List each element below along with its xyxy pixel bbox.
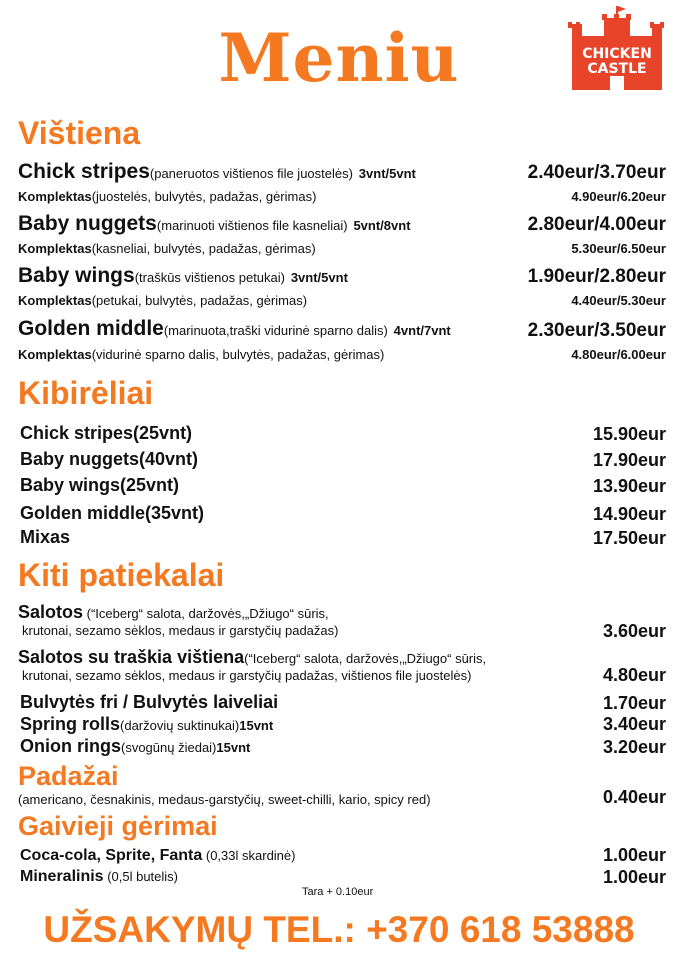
order-phone: UŽSAKYMŲ TEL.: +370 618 53888	[43, 909, 635, 950]
chicken-castle-logo	[566, 6, 668, 90]
item-price: 4.80eur	[602, 665, 666, 685]
list-item: Mixas	[20, 527, 71, 547]
list-item: Baby nuggets(40vnt)	[20, 449, 199, 469]
menu-item: Spring rolls(daržovių suktinukai)15vnt	[20, 714, 274, 734]
combo-price: 4.90eur/6.20eur	[571, 189, 666, 204]
combo-line: Komplektas(juostelės, bulvytės, padažas, gėrimas)	[18, 189, 317, 204]
combo-price: 4.80eur/6.00eur	[571, 347, 666, 362]
combo-price: 5.30eur/6.50eur	[571, 241, 666, 256]
list-item: Baby wings(25vnt)	[20, 475, 180, 495]
item-price: 17.50eur	[592, 528, 666, 548]
menu-item: Salotos su traškia vištiena(“Iceberg“ salota, daržovės,„Džiugo“ sūris,	[18, 647, 487, 667]
combo-line: Komplektas(petukai, bulvytės, padažas, gėrimas)	[18, 293, 308, 308]
combo-price: 4.40eur/5.30eur	[571, 293, 666, 308]
section-heading-kiti: Kiti patiekalai	[18, 557, 225, 593]
menu-item: Salotos (“Iceberg“ salota, daržovės,„Džiugo“ sūris,	[18, 602, 329, 622]
page-title: Meniu	[218, 19, 460, 97]
section-heading-kibireliai: Kibirėliai	[18, 375, 154, 411]
item-price: 0.40eur	[602, 787, 666, 807]
item-price: 1.00eur	[602, 845, 666, 865]
item-desc: krutonai, sezamo sėklos, medaus ir garstyčių padažas)	[22, 623, 339, 638]
tara-note: Tara + 0.10eur	[302, 886, 374, 898]
item-price: 2.80eur/4.00eur	[527, 214, 666, 235]
menu-item: Baby wings(traškūs vištienos petukai) 3vnt/5vnt	[18, 264, 348, 287]
item-desc: (americano, česnakinis, medaus-garstyčių, sweet-chilli, kario, spicy red)	[18, 792, 431, 807]
menu-item: Mineralinis (0,5l butelis)	[20, 868, 178, 885]
item-price: 1.70eur	[602, 693, 666, 713]
menu-item: Baby nuggets(marinuoti vištienos file kasneliai) 5vnt/8vnt	[18, 212, 411, 235]
list-item: Chick stripes(25vnt)	[20, 423, 193, 443]
list-item: Golden middle(35vnt)	[20, 503, 205, 523]
item-price: 17.90eur	[592, 450, 666, 470]
item-price: 2.40eur/3.70eur	[527, 162, 666, 183]
menu-item: Golden middle(marinuota,traški vidurinė sparno dalis) 4vnt/7vnt	[18, 317, 451, 340]
logo-line2: CASTLE	[587, 61, 647, 77]
combo-line: Komplektas(kasneliai, bulvytės, padažas, gėrimas)	[18, 241, 316, 256]
combo-line: Komplektas(vidurinė sparno dalis, bulvytės, padažas, gėrimas)	[18, 347, 385, 362]
logo-line1: CHICKEN	[582, 46, 652, 62]
item-price: 3.40eur	[602, 714, 666, 734]
item-price: 1.90eur/2.80eur	[527, 266, 666, 287]
menu-item: Chick stripes(paneruotos vištienos file juostelės) 3vnt/5vnt	[18, 160, 416, 183]
item-desc: krutonai, sezamo sėklos, medaus ir garstyčių padažas, vištienos file juostelės)	[22, 668, 472, 683]
item-price: 15.90eur	[592, 424, 666, 444]
section-heading-vistiena: Vištiena	[18, 115, 141, 151]
item-price: 1.00eur	[602, 867, 666, 887]
item-price: 3.60eur	[602, 621, 666, 641]
item-price: 2.30eur/3.50eur	[527, 320, 666, 341]
menu-item: Coca-cola, Sprite, Fanta (0,33l skardinė)	[20, 847, 296, 864]
item-price: 3.20eur	[602, 737, 666, 757]
section-heading-padazai: Padažai	[18, 761, 119, 791]
item-price: 13.90eur	[592, 476, 666, 496]
section-heading-gerimai: Gaivieji gėrimai	[18, 811, 218, 841]
menu-item: Bulvytės fri / Bulvytės laiveliai	[20, 692, 279, 712]
menu-item: Onion rings(svogūnų žiedai)15vnt	[20, 736, 251, 756]
item-price: 14.90eur	[592, 504, 666, 524]
